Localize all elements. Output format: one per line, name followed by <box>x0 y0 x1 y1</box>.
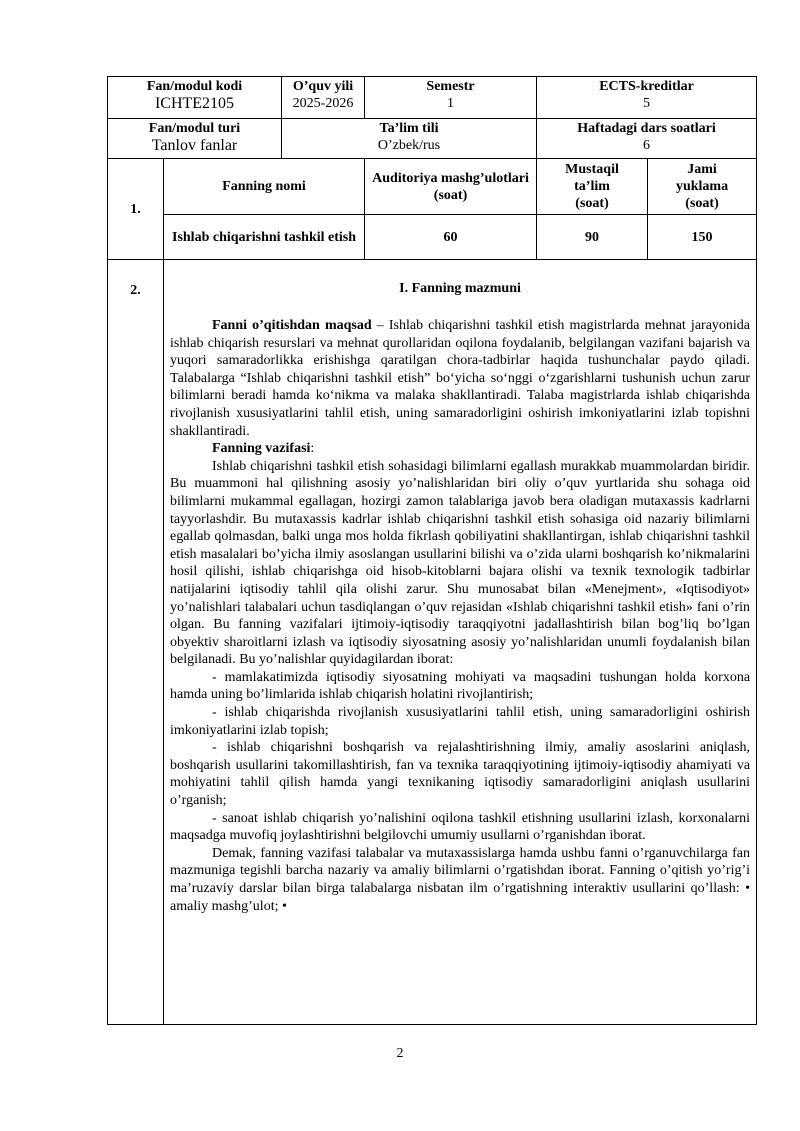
language-label: Ta’lim tili <box>379 121 439 136</box>
semester-cell <box>365 77 537 119</box>
academic-year-value: 2025-2026 <box>292 96 354 111</box>
direction-item: - mamlakatimizda iqtisodiy siyosatning mohiyati va maqsadini tushungan holda korxona hamda uning bo’limlarida ishlab chiqarish holatini rivojlantirish; <box>170 669 751 703</box>
ects-cell <box>537 77 757 119</box>
tasks-lead: Fanning vazifasi <box>212 441 311 457</box>
total-load-header: Jami yuklama (soat) <box>648 159 757 215</box>
self-study-hours-value: 90 <box>537 215 648 260</box>
module-code-label: Fan/modul kodi <box>146 79 243 94</box>
weekly-hours-value: 6 <box>643 138 651 153</box>
closing-paragraph: Demak, fanning vazifasi talabalar va mutaxassislarga hamda ushbu fanni o’rganuvchilarga fan mazmuniga tegishli barcha nazariy va amaliy bilimlarni o’rgatishdan iborat. Fanning o’qitish yo’rig’i ma’ruzaviy darslar bilan birga talabalarga nisbatan ilm o’rgatishning interaktiv usullarini qo’llash: • amaliy mashg’ulot; • <box>170 845 751 914</box>
semester-label: Semestr <box>426 79 475 94</box>
module-code-cell <box>108 77 282 119</box>
module-code-value: ICHTE2105 <box>154 95 235 112</box>
direction-item: - ishlab chiqarishda rivojlanish xususiyatlarini tahlil etish, uning samaradorligini oshirish imkoniyatlarini izlab topish; <box>170 705 751 738</box>
page-number: 2 <box>396 1046 404 1061</box>
goal-lead: Fanni o’qitishdan maqsad <box>212 318 372 333</box>
course-content-cell <box>164 260 757 1025</box>
goal-paragraph <box>170 317 750 440</box>
tasks-paragraph: Ishlab chiqarishni tashkil etish sohasidagi bilimlarni egallash murakkab muammolardan biridir. Bu muammoni hal qilishning asosiy yo’nalishlaridan biri oliy o’quv yurtlarida shu sohaga oid bilimlarni mukammal egallagan, hozirgi zamon talablariga javob bera oladigan mutaxassis kadrlarni tayyorlashdir. Bu mutaxassis kadrlar ishlab chiqarishni tashkil etish sohasiga oid nazariy bilimlarni egallab qolmasdan, balki unga mos holda fikrlash qobiliyatini shakllantirgan, ishlab chiqarishni tashkil etish masalalari bo’yicha ilmiy asoslangan usullarini bilishi va o’zida ularni boshqarish ko’nikmalarini hosil qilishi, ishlab chiqarishga oid hisob-kitoblarni bajara olishi va texnik texnologik tadbirlar natijalarini iqtisodiy tahlil qila olishi zarur. Shu munosabat bilan «Menejment», «Iqtisodiyot» yo’nalishlari talabalari uchun tasdiqlangan o’quv rejasidan «Ishlab chiqarishni tashkil etish» fani o’rin olgan. Bu fanning vazifalari ijtimoiy-iqtisodiy taraqqiyotni jadallashtirish bilan bog’liq bo’lgan obyektiv sharoitlarni izlash va iqtisodiy siyosatning asosiy yo’nalishlaridan unumli foydalanish bilan belgilanadi. Bu yo’nalishlar quyidagilardan iborat: <box>170 458 751 668</box>
module-type-cell <box>108 119 282 159</box>
goal-text: – Ishlab chiqarishni tashkil etish magistrlarda mehnat jarayonida ishlab chiqarish resurslari va mehnat qurollaridan oqilona foydalanib, belgilangan vazifani bajarish va yuqori samaradorlikka erishishga qaratilgan chora-tadbirlar haqida tushunchalar paydo qiladi. Talabalarga “Ishlab chiqarishni tashkil etish” bo‘yicha so‘nggi o‘zgarishlarni tushunish uchun zarur bilimlarni beradi hamda ko‘nikma va malaka shakllantiradi. Talaba magistrlarda ishlab chiqarishda rivojlanish xususiyatlarini tahlil etish, uning samaradorligini oshirish imkoniyatlarini izlab topishni shakllantiradi. <box>170 318 751 439</box>
course-info-table <box>107 76 757 1025</box>
course-name-header: Fanning nomi <box>164 159 365 215</box>
direction-item: - sanoat ishlab chiqarish yo’nalishini oqilona tashkil etishning usullarini izlash, korxonalarni maqsadga muvofiq joylashtirishni belgilovchi umumiy usullarni o’rganishdan iborat. <box>170 810 751 844</box>
section-1-number: 1. <box>108 159 164 260</box>
language-value: O’zbek/rus <box>377 138 441 153</box>
tasks-heading <box>170 440 750 458</box>
academic-year-cell <box>282 77 365 119</box>
module-type-value: Tanlov fanlar <box>151 137 238 154</box>
course-name-value: Ishlab chiqarishni tashkil etish <box>164 215 365 260</box>
auditorium-hours-header: Auditoriya mashg’ulotlari (soat) <box>365 159 537 215</box>
tasks-colon: : <box>310 441 315 457</box>
section-2-number: 2. <box>108 260 164 1025</box>
ects-label: ECTS-kreditlar <box>599 79 694 94</box>
total-load-value: 150 <box>648 215 757 260</box>
self-study-hours-header: Mustaqil ta’lim (soat) <box>537 159 648 215</box>
weekly-hours-label: Haftadagi dars soatlari <box>577 121 716 136</box>
semester-value: 1 <box>447 96 455 111</box>
direction-item: - ishlab chiqarishni boshqarish va rejalashtirishning ilmiy, amaliy asoslarini aniqlash, boshqarish usullarini takomillashtirish, fan va texnika taraqqiyotining ijtimoiy-iqtisodiy ahamiyati va mohiyatini tahlil qilish hamda yangi texnikaning iqtisodiy samaradorligini aniqlash usullarini o’rganish; <box>170 740 751 809</box>
language-cell <box>282 119 537 159</box>
auditorium-hours-value: 60 <box>365 215 537 260</box>
academic-year-label: O’quv yili <box>292 79 354 94</box>
ects-value: 5 <box>643 96 651 111</box>
section-title: I. Fanning mazmuni <box>399 281 521 296</box>
weekly-hours-cell <box>537 119 757 159</box>
module-type-label: Fan/modul turi <box>148 121 241 136</box>
